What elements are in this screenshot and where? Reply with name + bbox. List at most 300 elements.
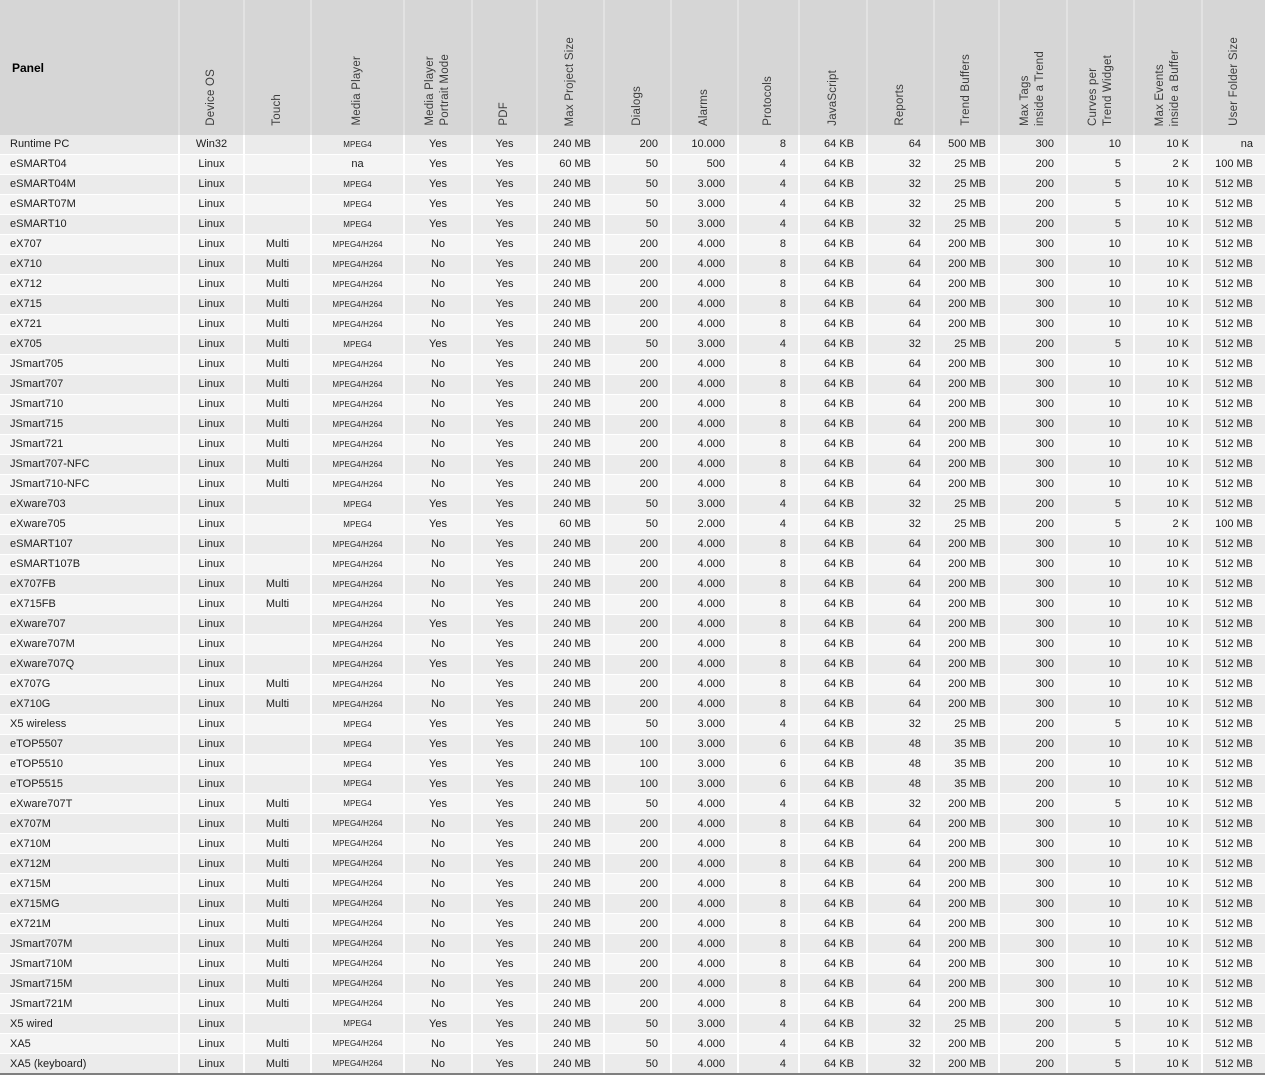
value-cell: 64 KB <box>800 215 868 234</box>
value-cell: 60 MB <box>538 155 605 174</box>
value-cell: 8 <box>739 135 800 154</box>
value-cell: 64 KB <box>800 615 868 634</box>
value-cell: Linux <box>180 355 245 374</box>
value-cell: 512 MB <box>1215 458 1253 471</box>
value-cell: 8 <box>739 595 800 614</box>
value-cell: 10 K <box>1135 295 1203 314</box>
header-cell-trend-buffers <box>935 0 1000 135</box>
value-cell: Yes <box>405 175 473 194</box>
value-cell: 100 <box>605 755 672 774</box>
value-cell: 64 <box>868 575 935 594</box>
value-cell: No <box>405 255 473 274</box>
value-cell: MPEG4/H264 <box>312 655 405 674</box>
panel-name-cell: eTOP5515 <box>0 775 180 794</box>
panel-name-cell: X5 wireless <box>0 715 180 734</box>
value-cell: 240 MB <box>538 954 605 973</box>
value-cell: MPEG4/H264 <box>312 1054 405 1073</box>
value-cell: 300 <box>1000 435 1068 454</box>
table-row <box>0 435 1265 455</box>
value-cell: 5 <box>1068 155 1135 174</box>
value-cell: 64 <box>868 275 935 294</box>
value-cell: 10 <box>1068 755 1135 774</box>
value-cell: MPEG4 <box>312 335 405 354</box>
table-row <box>0 635 1265 655</box>
value-cell: No <box>405 475 473 494</box>
value-cell: 240 MB <box>538 135 605 154</box>
value-cell: 240 MB <box>538 295 605 314</box>
value-cell: MPEG4 <box>312 135 405 154</box>
value-cell: 10 <box>1068 735 1135 754</box>
value-cell: 50 <box>605 495 672 514</box>
value-cell: Linux <box>180 215 245 234</box>
value-cell: Yes <box>405 515 473 534</box>
value-cell: 200 MB <box>935 595 1000 614</box>
value-cell: 10 K <box>1135 355 1203 374</box>
value-cell: 10 K <box>1135 834 1203 853</box>
value-cell: 512 MB <box>1215 338 1253 351</box>
column-header-label: Max Events inside a Buffer <box>1154 49 1181 126</box>
value-cell: No <box>405 695 473 714</box>
value-cell: 300 <box>1000 894 1068 913</box>
panel-name-cell: eX715 <box>0 295 180 314</box>
value-cell: 200 <box>605 834 672 853</box>
value-cell: 64 KB <box>800 595 868 614</box>
value-cell: 10 K <box>1135 495 1203 514</box>
value-cell: 240 MB <box>538 715 605 734</box>
value-cell: 10 <box>1068 914 1135 933</box>
panel-name-cell: eXware707 <box>0 615 180 634</box>
value-cell: Yes <box>405 155 473 174</box>
value-cell: 240 MB <box>538 834 605 853</box>
table-row <box>0 295 1265 315</box>
value-cell: 200 <box>605 894 672 913</box>
value-cell: 4.000 <box>672 615 739 634</box>
table-header-row <box>0 0 1265 135</box>
value-cell: 240 MB <box>538 415 605 434</box>
value-cell: 300 <box>1000 874 1068 893</box>
value-cell: Linux <box>180 595 245 614</box>
value-cell: 2.000 <box>672 515 739 534</box>
value-cell: 25 MB <box>935 335 1000 354</box>
value-cell: 512 MB <box>1215 837 1253 850</box>
value-cell: 3.000 <box>672 215 739 234</box>
value-cell: 10 <box>1068 375 1135 394</box>
value-cell: 300 <box>1000 575 1068 594</box>
value-cell: 10 K <box>1135 874 1203 893</box>
value-cell: 25 MB <box>935 495 1000 514</box>
value-cell: 512 MB <box>1215 977 1253 990</box>
value-cell: Linux <box>180 455 245 474</box>
table-row <box>0 715 1265 735</box>
value-cell: 64 <box>868 375 935 394</box>
value-cell: 200 <box>605 355 672 374</box>
value-cell: 64 <box>868 255 935 274</box>
panel-name-cell: eSMART04M <box>0 175 180 194</box>
column-header-label: Curves per Trend Widget <box>1086 54 1114 126</box>
value-cell: Linux <box>180 974 245 993</box>
value-cell: 200 MB <box>935 854 1000 873</box>
value-cell: 8 <box>739 635 800 654</box>
value-cell: Linux <box>180 874 245 893</box>
value-cell: 32 <box>868 515 935 534</box>
value-cell: 240 MB <box>538 615 605 634</box>
value-cell: 512 MB <box>1215 298 1253 311</box>
value-cell: 64 <box>868 475 935 494</box>
value-cell: Linux <box>180 994 245 1013</box>
value-cell: 60 MB <box>538 515 605 534</box>
value-cell: Yes <box>473 775 538 794</box>
value-cell: No <box>405 635 473 654</box>
value-cell: 64 <box>868 415 935 434</box>
panel-name-cell: eX707FB <box>0 575 180 594</box>
value-cell: Yes <box>473 315 538 334</box>
value-cell: No <box>405 834 473 853</box>
value-cell: 6 <box>739 755 800 774</box>
value-cell: 300 <box>1000 415 1068 434</box>
value-cell: 4.000 <box>672 455 739 474</box>
value-cell: 64 KB <box>800 755 868 774</box>
value-cell: 64 KB <box>800 854 868 873</box>
value-cell: 10 K <box>1135 395 1203 414</box>
value-cell: 512 MB <box>1215 498 1253 511</box>
value-cell: 10 K <box>1135 555 1203 574</box>
value-cell: 10 K <box>1135 135 1203 154</box>
value-cell: 50 <box>605 215 672 234</box>
value-cell: 300 <box>1000 555 1068 574</box>
value-cell: 512 MB <box>1215 817 1253 830</box>
value-cell: 64 KB <box>800 894 868 913</box>
value-cell: 10 K <box>1135 695 1203 714</box>
value-cell: Multi <box>245 575 312 594</box>
table-row <box>0 894 1265 914</box>
value-cell: 4.000 <box>672 794 739 813</box>
value-cell: 200 <box>1000 1054 1068 1073</box>
value-cell: 200 <box>1000 755 1068 774</box>
value-cell: 32 <box>868 794 935 813</box>
table-row <box>0 775 1265 795</box>
column-header-label: Media Player <box>351 56 364 126</box>
value-cell: 4.000 <box>672 275 739 294</box>
value-cell: Yes <box>473 655 538 674</box>
table-row <box>0 575 1265 595</box>
value-cell: 64 <box>868 535 935 554</box>
panel-name-cell: eX707M <box>0 814 180 833</box>
value-cell <box>245 635 312 654</box>
column-header-label: Panel <box>12 60 45 75</box>
value-cell: 200 <box>605 555 672 574</box>
table-row <box>0 255 1265 275</box>
value-cell: 4.000 <box>672 255 739 274</box>
panel-name-cell: eXware707M <box>0 635 180 654</box>
value-cell: Multi <box>245 894 312 913</box>
value-cell: 10 <box>1068 355 1135 374</box>
value-cell: 10 <box>1068 395 1135 414</box>
value-cell: 240 MB <box>538 1054 605 1073</box>
value-cell: 4 <box>739 495 800 514</box>
value-cell: 200 <box>605 255 672 274</box>
value-cell: 10 <box>1068 874 1135 893</box>
value-cell: 5 <box>1068 715 1135 734</box>
value-cell: 10 K <box>1135 635 1203 654</box>
value-cell: 10 K <box>1135 175 1203 194</box>
value-cell: Linux <box>180 854 245 873</box>
value-cell: 4.000 <box>672 1034 739 1053</box>
value-cell: 200 <box>605 994 672 1013</box>
value-cell: Yes <box>473 615 538 634</box>
value-cell: MPEG4/H264 <box>312 375 405 394</box>
table-row <box>0 755 1265 775</box>
value-cell: MPEG4/H264 <box>312 695 405 714</box>
value-cell: 4.000 <box>672 954 739 973</box>
value-cell: 512 MB <box>1215 318 1253 331</box>
value-cell: 300 <box>1000 994 1068 1013</box>
value-cell: 10 <box>1068 675 1135 694</box>
value-cell: No <box>405 295 473 314</box>
header-cell-max-project-size <box>538 0 605 135</box>
value-cell: 3.000 <box>672 335 739 354</box>
value-cell <box>245 215 312 234</box>
value-cell: 64 <box>868 954 935 973</box>
value-cell: 64 <box>868 854 935 873</box>
value-cell: 64 <box>868 455 935 474</box>
value-cell: 64 KB <box>800 235 868 254</box>
value-cell: 512 MB <box>1215 738 1253 751</box>
value-cell <box>245 715 312 734</box>
value-cell: MPEG4/H264 <box>312 455 405 474</box>
value-cell: 8 <box>739 655 800 674</box>
panel-name-cell: eX715MG <box>0 894 180 913</box>
value-cell: Multi <box>245 335 312 354</box>
value-cell: 300 <box>1000 375 1068 394</box>
value-cell: 200 MB <box>935 555 1000 574</box>
value-cell: 240 MB <box>538 635 605 654</box>
value-cell: 64 KB <box>800 315 868 334</box>
value-cell: 240 MB <box>538 435 605 454</box>
value-cell: 240 MB <box>538 775 605 794</box>
panel-name-cell: JSmart715 <box>0 415 180 434</box>
table-row <box>0 735 1265 755</box>
column-header-label: Device OS <box>205 69 218 126</box>
value-cell: 300 <box>1000 675 1068 694</box>
value-cell: 240 MB <box>538 255 605 274</box>
value-cell: 240 MB <box>538 794 605 813</box>
value-cell: 200 <box>605 854 672 873</box>
value-cell: 64 KB <box>800 435 868 454</box>
table-row <box>0 475 1265 495</box>
value-cell <box>245 535 312 554</box>
value-cell: 10 K <box>1135 595 1203 614</box>
value-cell: 4.000 <box>672 1054 739 1073</box>
value-cell: 3.000 <box>672 195 739 214</box>
value-cell: Linux <box>180 495 245 514</box>
value-cell: 100 MB <box>1215 518 1253 531</box>
value-cell: Multi <box>245 1034 312 1053</box>
value-cell: 10 K <box>1135 275 1203 294</box>
value-cell: 64 KB <box>800 655 868 674</box>
value-cell: 300 <box>1000 954 1068 973</box>
value-cell: 64 <box>868 914 935 933</box>
value-cell: No <box>405 595 473 614</box>
value-cell: Yes <box>473 455 538 474</box>
value-cell: 240 MB <box>538 335 605 354</box>
value-cell: 512 MB <box>1215 378 1253 391</box>
value-cell: Linux <box>180 894 245 913</box>
value-cell: Yes <box>473 215 538 234</box>
value-cell: MPEG4/H264 <box>312 315 405 334</box>
value-cell: MPEG4/H264 <box>312 275 405 294</box>
value-cell: 240 MB <box>538 575 605 594</box>
value-cell: 300 <box>1000 914 1068 933</box>
panel-name-cell: eSMART107 <box>0 535 180 554</box>
value-cell: 512 MB <box>1215 877 1253 890</box>
value-cell: 32 <box>868 1054 935 1073</box>
value-cell: 8 <box>739 914 800 933</box>
value-cell: 512 MB <box>1215 678 1253 691</box>
value-cell: 300 <box>1000 455 1068 474</box>
value-cell: 32 <box>868 195 935 214</box>
value-cell: 10 K <box>1135 715 1203 734</box>
value-cell: 50 <box>605 1014 672 1033</box>
value-cell: Yes <box>405 495 473 514</box>
table-row <box>0 974 1265 994</box>
value-cell: 10 K <box>1135 914 1203 933</box>
value-cell: Yes <box>473 874 538 893</box>
table-row <box>0 375 1265 395</box>
value-cell <box>245 135 312 154</box>
value-cell: 3.000 <box>672 715 739 734</box>
value-cell: Multi <box>245 415 312 434</box>
value-cell: 4.000 <box>672 235 739 254</box>
value-cell: 64 <box>868 874 935 893</box>
value-cell: 8 <box>739 894 800 913</box>
value-cell: 240 MB <box>538 275 605 294</box>
value-cell: Linux <box>180 1034 245 1053</box>
header-cell-pdf <box>473 0 538 135</box>
value-cell: 10 K <box>1135 315 1203 334</box>
value-cell: Linux <box>180 655 245 674</box>
value-cell: 10 <box>1068 315 1135 334</box>
value-cell: 64 <box>868 814 935 833</box>
value-cell: 8 <box>739 455 800 474</box>
value-cell: 512 MB <box>1215 558 1253 571</box>
value-cell: Multi <box>245 1054 312 1073</box>
value-cell: 200 <box>605 455 672 474</box>
value-cell: MPEG4 <box>312 715 405 734</box>
panel-name-cell: JSmart710 <box>0 395 180 414</box>
value-cell: 200 <box>605 375 672 394</box>
panel-name-cell: JSmart710-NFC <box>0 475 180 494</box>
value-cell: 10 K <box>1135 954 1203 973</box>
value-cell: Multi <box>245 475 312 494</box>
value-cell: Yes <box>405 615 473 634</box>
value-cell: No <box>405 954 473 973</box>
value-cell: 512 MB <box>1215 777 1253 790</box>
value-cell: 240 MB <box>538 1034 605 1053</box>
column-header-label: Dialogs <box>631 86 644 126</box>
table-row <box>0 1014 1265 1034</box>
value-cell: 512 MB <box>1215 598 1253 611</box>
value-cell: Yes <box>473 375 538 394</box>
panel-name-cell: eX712M <box>0 854 180 873</box>
panel-name-cell: XA5 (keyboard) <box>0 1054 180 1073</box>
value-cell: Linux <box>180 415 245 434</box>
value-cell: Linux <box>180 715 245 734</box>
panel-name-cell: Runtime PC <box>0 135 180 154</box>
value-cell: 200 MB <box>935 934 1000 953</box>
value-cell: 3.000 <box>672 735 739 754</box>
value-cell: Multi <box>245 295 312 314</box>
value-cell: Multi <box>245 974 312 993</box>
value-cell: 10 <box>1068 455 1135 474</box>
value-cell: na <box>312 155 405 174</box>
value-cell: 64 KB <box>800 455 868 474</box>
value-cell: MPEG4/H264 <box>312 235 405 254</box>
value-cell: 240 MB <box>538 355 605 374</box>
value-cell: 200 <box>1000 195 1068 214</box>
value-cell: 64 <box>868 135 935 154</box>
value-cell: 4 <box>739 515 800 534</box>
value-cell: 4 <box>739 794 800 813</box>
value-cell: 64 <box>868 295 935 314</box>
value-cell: 4.000 <box>672 475 739 494</box>
header-cell-media-player-portrait-mode <box>405 0 473 135</box>
value-cell: 240 MB <box>538 675 605 694</box>
value-cell: 200 MB <box>935 395 1000 414</box>
value-cell: 10 K <box>1135 435 1203 454</box>
value-cell: MPEG4/H264 <box>312 675 405 694</box>
value-cell: Yes <box>473 635 538 654</box>
value-cell: Yes <box>473 934 538 953</box>
table-row <box>0 275 1265 295</box>
value-cell: 512 MB <box>1215 198 1253 211</box>
value-cell: Yes <box>405 715 473 734</box>
value-cell: Linux <box>180 635 245 654</box>
table-row <box>0 994 1265 1014</box>
value-cell: 64 KB <box>800 135 868 154</box>
value-cell: Linux <box>180 735 245 754</box>
value-cell: No <box>405 994 473 1013</box>
value-cell: Multi <box>245 395 312 414</box>
value-cell: 10 K <box>1135 675 1203 694</box>
table-row <box>0 854 1265 874</box>
panel-name-cell: eX710 <box>0 255 180 274</box>
value-cell: 10 <box>1068 595 1135 614</box>
value-cell: Yes <box>473 555 538 574</box>
value-cell: Yes <box>473 435 538 454</box>
value-cell: 200 MB <box>935 475 1000 494</box>
value-cell: 200 <box>605 415 672 434</box>
value-cell: 10 <box>1068 575 1135 594</box>
value-cell: 200 MB <box>935 834 1000 853</box>
table-row <box>0 515 1265 535</box>
table-row <box>0 1054 1265 1073</box>
table-row <box>0 135 1265 155</box>
value-cell: 10 <box>1068 775 1135 794</box>
value-cell: 5 <box>1068 175 1135 194</box>
value-cell: 240 MB <box>538 994 605 1013</box>
table-row <box>0 535 1265 555</box>
value-cell: 240 MB <box>538 195 605 214</box>
value-cell: 3.000 <box>672 755 739 774</box>
value-cell: Multi <box>245 954 312 973</box>
value-cell: 4.000 <box>672 814 739 833</box>
table-row <box>0 175 1265 195</box>
value-cell: 512 MB <box>1215 438 1253 451</box>
value-cell: 10 K <box>1135 1034 1203 1053</box>
value-cell: 8 <box>739 395 800 414</box>
value-cell: 200 <box>605 934 672 953</box>
value-cell: Yes <box>473 1054 538 1073</box>
